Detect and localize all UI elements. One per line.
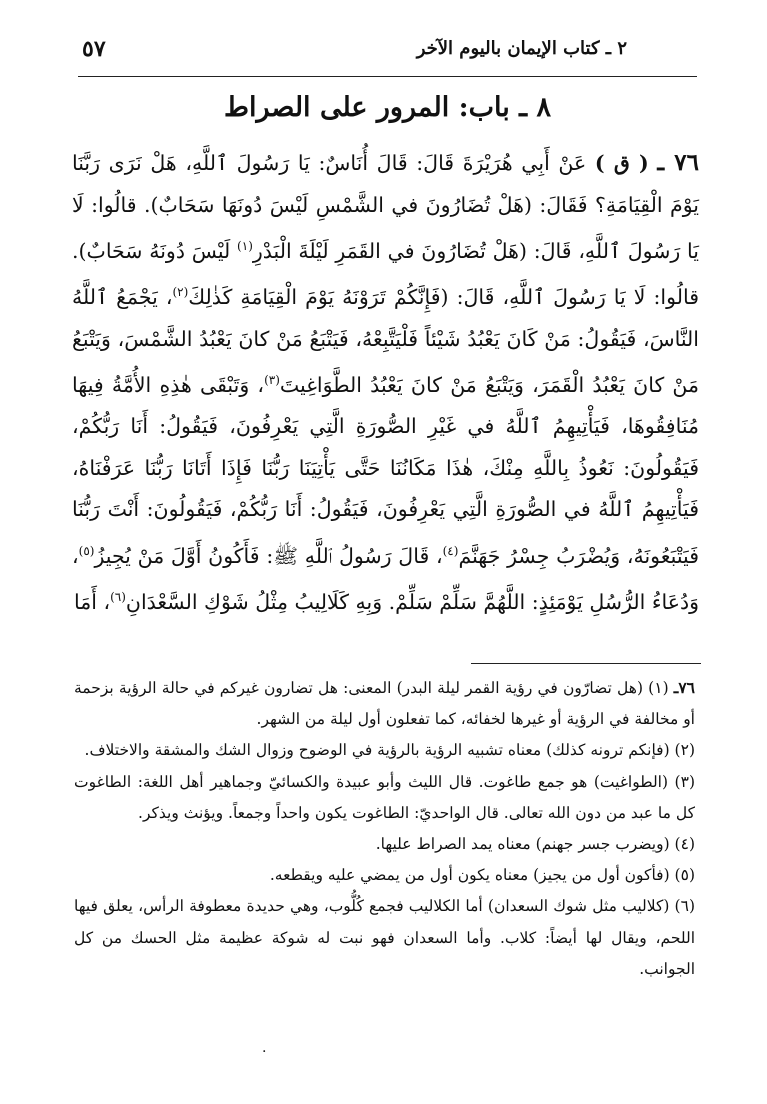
chapter-title: ٨ ـ باب: المرور على الصراط	[224, 92, 551, 123]
hadith-text-part: ، يَجْمَعُ ٱللَّهُ النَّاسَ، فَيَقُولُ: مَنْ كَانَ يَعْبُدُ شَيْئاً فَلْيَتَّبِعْهُ، فَيَتْبَعُ مَنْ كانَ يَعْبُدُ الشَّمْسَ، وَيَتْبَعُ مَنْ كانَ يَعْبُدُ الْقَمَرَ، وَيَتْبَعُ مَنْ كانَ يَعْبُدُ الطَّوَاغِيتَ	[72, 285, 699, 397]
hadith-text-part: ، أَمَا	[74, 590, 111, 615]
footnote-ref: (٣)	[264, 373, 280, 388]
hadith-source: ( ق )	[594, 151, 649, 175]
hadith-number: ٧٦ ـ	[657, 149, 699, 176]
hadith-text-part: ، قَالَ رَسُولُ ٱللَّهِ ﷺ: فَأَكُونُ أَوَّلَ مَنْ يُجِيزُ	[94, 543, 443, 568]
hadith-text-part: لَيْسَ دُونَهُ سَحَابٌ). قالُوا: لَا يَا رَسُولَ ٱللَّهِ، قَالَ: (فَإِنَّكُمْ تَرَوْنَهُ يَوْمَ الْقِيَامَةِ كَذٰلِكَ	[72, 238, 699, 310]
hadith-text-part: ، وَدُعَاءُ الرُّسُلِ يَوْمَئِذٍ: اللَّهُمَّ سَلِّمْ سَلِّمْ. وَبِهِ كَلَالِيبُ مِثْلُ شَوْكِ السَّعْدَانِ	[72, 543, 699, 615]
footnote-hadith-number: ٧٦ـ	[673, 678, 695, 697]
footnote-divider	[471, 663, 701, 664]
footnote-ref: (٦)	[110, 590, 126, 605]
footnote: (٣) (الطواغيت) هو جمع طاغوت. قال الليث وأبو عبيدة والكسائيّ وجماهير أهل اللغة: الطاغوت كل ما عبد من دون الله تعالى. قال الواحديّ: الطاغوت يكون واحداً وجمعاً. ويؤنث ويذكر.	[74, 772, 695, 822]
footnote: (٥) (فأكون أول من يجيز) معناه يكون أول من يمضي عليه ويقطعه.	[269, 866, 695, 885]
footnote: (٦) (كلاليب مثل شوك السعدان) أما الكلاليب فجمع كُلُّوب، وهي حديدة معطوفة الرأس، يعلق فيها اللحم، ويقال لها أيضاً: كلاب. وأما السعدان فهو نبت له شوكة عظيمة مثل الحسك من كل الجوانب.	[74, 897, 695, 978]
footnote: (٢) (فإنكم ترونه كذلك) معناه تشبيه الرؤية بالرؤية في الوضوح وزوال الشك والمشقة والاختلاف.	[84, 741, 695, 760]
hadith-text-part: عَنْ أَبِي هُرَيْرَةَ قَالَ: قَالَ أُنَاسٌ: يَا رَسُولَ ٱللَّهِ، هَلْ نَرَى رَبَّنَا يَوْمَ الْقِيَامَةِ؟ فَقَالَ: (هَلْ تُضَارُونَ في الشَّمْسِ لَيْسَ دُونَهَا سَحَابٌ). قالُوا: لَا يَا رَسُولَ ٱللَّهِ، قَالَ: (هَلْ تُضَارُونَ في القَمَرِ لَيْلَةَ الْبَدْرِ	[72, 151, 699, 263]
footnotes	[74, 672, 695, 985]
trailing-mark: .	[262, 1040, 267, 1056]
hadith-text	[72, 142, 699, 624]
footnote	[74, 672, 695, 735]
footnote-ref: (١)	[237, 239, 253, 253]
running-title: ٢ ـ كتاب الإيمان باليوم الآخر	[416, 38, 627, 59]
footnote-ref: (٤)	[442, 543, 459, 558]
footnote-ref: (٢)	[172, 285, 189, 300]
footnote: (٤) (ويضرب جسر جهنم) معناه يمد الصراط عليها.	[375, 835, 695, 854]
footnote-text: (١) (هل تضارّون في رؤية القمر ليلة البدر) المعنى: هل تضارون غيركم في حالة الرؤية بزحمة أو مخالفة في الرؤية أو غيرها لخفائه، كما تفعلون أول ليلة من الشهر.	[74, 679, 695, 729]
footnote-ref: (٥)	[78, 543, 95, 558]
hadith-text-part: ، وَتَبْقَى هٰذِهِ الأُمَّةُ فِيهَا مُنَافِقُوهَا، فَيَأْتِيهِمُ ٱللَّهُ في غَيْرِ الصُّورَةِ الَّتِي يَعْرِفُونَ، فَيَقُولُ: أَنَا رَبُّكُمْ، فَيَقُولُونَ: نَعُوذُ بِاللَّهِ مِنْكَ، هٰذَا مَكَانُنَا حَتَّى يَأْتِيَنَا رَبُّنَا فَإِذَا أَتَانَا رَبُّنَا عَرَفْنَاهُ، فَيَأْتِيهِمُ ٱللَّهُ في الصُّورَةِ الَّتِي يَعْرِفُونَ، فَيَقُولُ: أَنَا رَبُّكُمْ، فَيَقُولُونَ: أَنْتَ رَبُّنَا فَيَتْبَعُونَهُ، وَيُضْرَبُ جِسْرُ جَهَنَّمَ	[72, 372, 699, 568]
page-header	[78, 22, 697, 77]
page-number: ٥٧	[82, 36, 106, 62]
